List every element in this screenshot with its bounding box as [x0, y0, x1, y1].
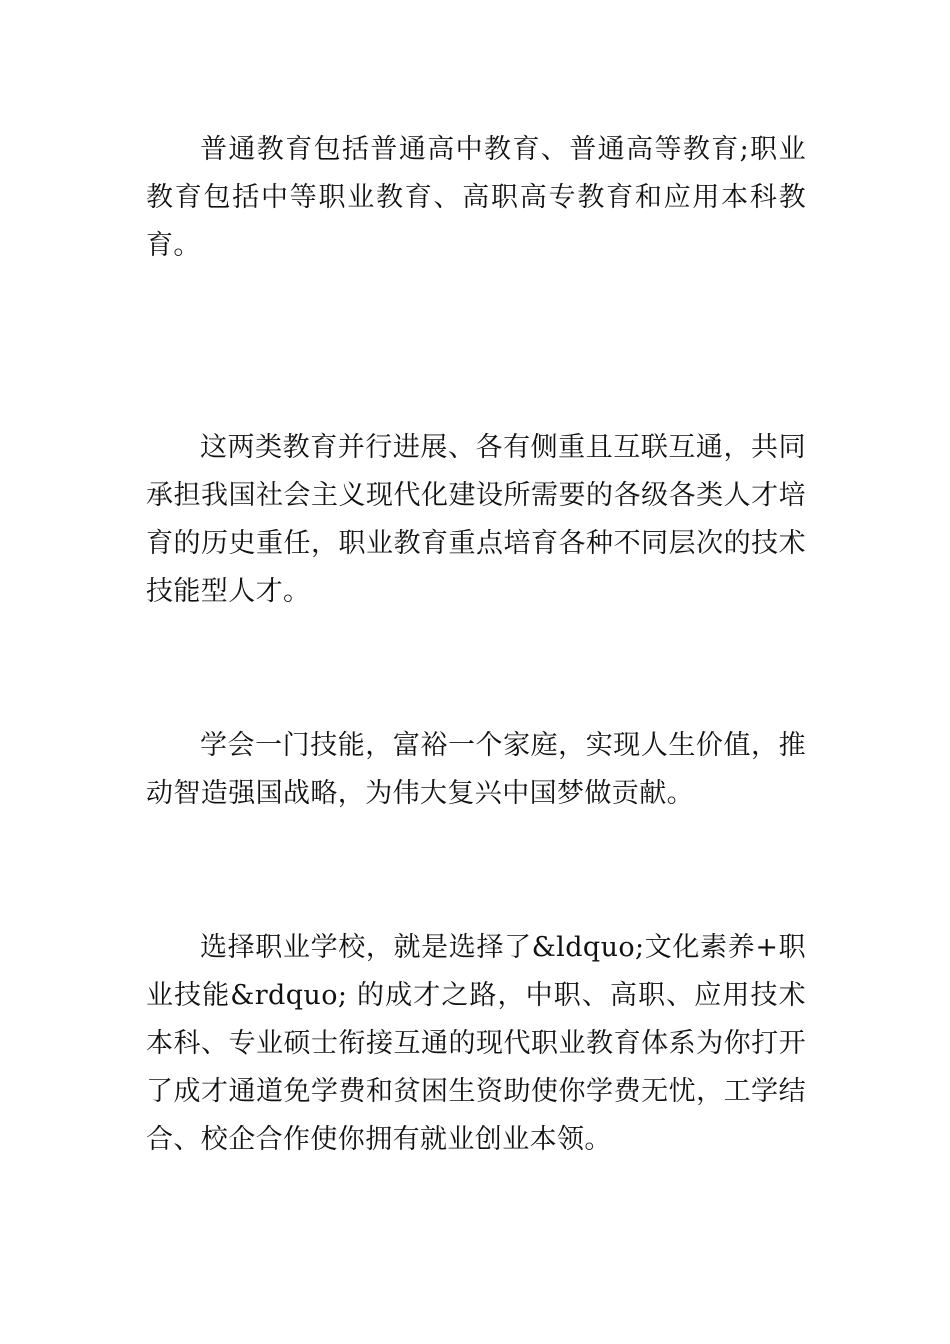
paragraph-choose-vocational-school: 选择职业学校，就是选择了&ldquo;文化素养+职业技能&rdquo; 的成才之路，中职、高职、应用技术本科、专业硕士衔接互通的现代职业教育体系为你打开了成才通道免学费和贫困生资助使你学费无忧，工学结合、校企合作使你拥有就业创业本领。	[146, 932, 806, 1155]
paragraph-general-vs-vocational-education: 普通教育包括普通高中教育、普通高等教育;职业教育包括中等职业教育、高职高专教育和应用本科教育。	[146, 134, 806, 261]
paragraph-learn-a-skill: 学会一门技能，富裕一个家庭，实现人生价值，推动智造强国战略，为伟大复兴中国梦做贡献。	[146, 730, 806, 809]
paragraph-parallel-development: 这两类教育并行进展、各有侧重且互联互通，共同承担我国社会主义现代化建设所需要的各级各类人才培育的历史重任，职业教育重点培育各种不同层次的技术技能型人才。	[146, 432, 806, 607]
